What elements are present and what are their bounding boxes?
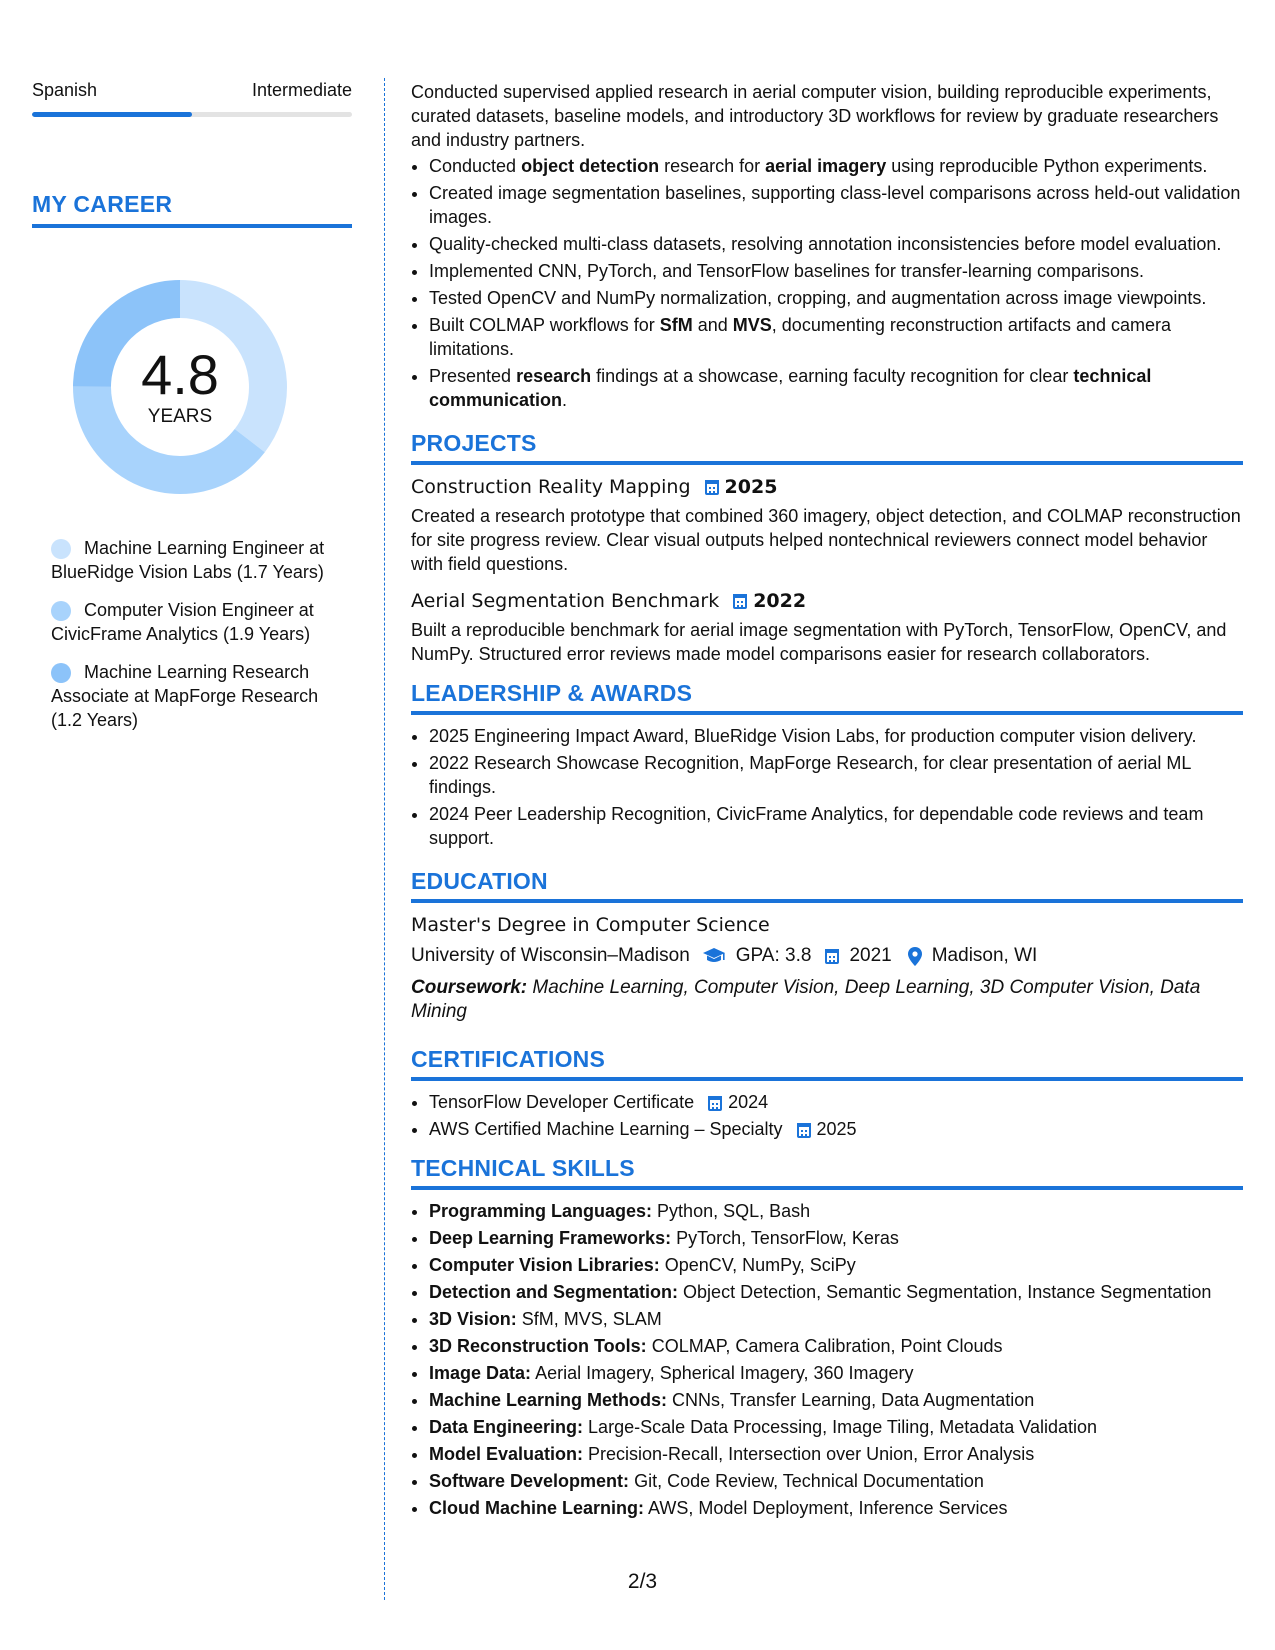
legend-color-dot bbox=[51, 601, 71, 621]
education-location: Madison, WI bbox=[931, 945, 1038, 966]
skill-label: 3D Vision: bbox=[429, 1309, 517, 1329]
language-name: Spanish bbox=[32, 80, 98, 100]
education-rule bbox=[411, 899, 1243, 903]
certification-item bbox=[429, 1090, 1243, 1114]
awards-rule bbox=[411, 711, 1243, 715]
skills-rule bbox=[411, 1186, 1243, 1190]
award-item: • 2024 Peer Leadership Recognition, CivicFrame Analytics, for dependable code reviews and team support. bbox=[429, 802, 1243, 850]
skill-value: PyTorch, TensorFlow, Keras bbox=[676, 1228, 899, 1248]
awards-list bbox=[411, 724, 1243, 850]
career-legend-item bbox=[51, 536, 326, 584]
experience-bullet-text: research for bbox=[659, 156, 766, 176]
certification-name: TensorFlow Developer Certificate bbox=[429, 1092, 695, 1112]
experience-bullet-text: . bbox=[562, 390, 568, 410]
experience-bullet-bold: MVS bbox=[732, 315, 772, 335]
career-legend-item bbox=[51, 660, 326, 732]
experience-bullet-bold: SfM bbox=[659, 315, 693, 335]
experience-bullet-text: and bbox=[692, 315, 733, 335]
main-content bbox=[411, 80, 1243, 1523]
skill-value: Object Detection, Semantic Segmentation, Instance Segmentation bbox=[683, 1282, 1212, 1302]
skill-item bbox=[429, 1388, 1243, 1412]
skill-value: CNNs, Transfer Learning, Data Augmentation bbox=[672, 1390, 1035, 1410]
experience-bullet-bold: technical communication bbox=[429, 366, 1152, 410]
experience-bullet-text: Tested OpenCV and NumPy normalization, cropping, and augmentation across image viewpoints. bbox=[429, 288, 1207, 308]
calendar-icon bbox=[825, 949, 839, 964]
experience-bullet bbox=[429, 313, 1243, 361]
skill-item bbox=[429, 1307, 1243, 1331]
skill-value: OpenCV, NumPy, SciPy bbox=[664, 1255, 856, 1275]
project-description: Created a research prototype that combined 360 imagery, object detection, and COLMAP reconstruction for site progress review. Clear visual outputs helped nontechnical reviewers connect model behavior with field questions. bbox=[411, 506, 1241, 574]
experience-bullet-text: Built COLMAP workflows for bbox=[429, 315, 660, 335]
experience-bullets bbox=[411, 154, 1243, 412]
column-divider bbox=[384, 78, 385, 1600]
skill-label: Software Development: bbox=[429, 1471, 630, 1491]
skill-label: Machine Learning Methods: bbox=[429, 1390, 668, 1410]
certifications-rule bbox=[411, 1077, 1243, 1081]
award-item: • 2025 Engineering Impact Award, BlueRidge Vision Labs, for production computer vision delivery. bbox=[429, 724, 1243, 748]
skill-item bbox=[429, 1496, 1243, 1520]
certifications-list bbox=[411, 1090, 1243, 1141]
career-donut-center bbox=[65, 272, 295, 502]
experience-bullet-text: Quality-checked multi-class datasets, resolving annotation inconsistencies before model evaluation. bbox=[429, 234, 1222, 254]
projects-title: PROJECTS bbox=[411, 430, 537, 456]
skill-item bbox=[429, 1226, 1243, 1250]
project-year: 2025 bbox=[724, 476, 778, 498]
skill-value: Precision-Recall, Intersection over Union, Error Analysis bbox=[588, 1444, 1035, 1464]
experience-bullet-text: Created image segmentation baselines, supporting class-level comparisons across held-out validation images. bbox=[429, 183, 1241, 227]
experience-bullet bbox=[429, 286, 1243, 310]
experience-bullet bbox=[429, 181, 1243, 229]
awards-title: LEADERSHIP & AWARDS bbox=[411, 680, 693, 706]
education-year: 2021 bbox=[849, 945, 892, 966]
skill-label: Programming Languages: bbox=[429, 1201, 653, 1221]
skill-item bbox=[429, 1253, 1243, 1277]
language-proficiency-bar bbox=[32, 112, 352, 117]
project-header bbox=[411, 588, 1243, 614]
skill-item bbox=[429, 1280, 1243, 1304]
projects-rule bbox=[411, 461, 1243, 465]
skill-label: Deep Learning Frameworks: bbox=[429, 1228, 672, 1248]
graduation-cap-icon bbox=[702, 947, 726, 965]
experience-bullet bbox=[429, 154, 1243, 178]
skill-label: Model Evaluation: bbox=[429, 1444, 584, 1464]
career-title: MY CAREER bbox=[32, 191, 173, 217]
certifications-title: CERTIFICATIONS bbox=[411, 1046, 606, 1072]
certification-name: AWS Certified Machine Learning – Specialty bbox=[429, 1119, 783, 1139]
education-school: University of Wisconsin–Madison bbox=[411, 945, 690, 966]
skill-item bbox=[429, 1361, 1243, 1385]
skill-label: Data Engineering: bbox=[429, 1417, 584, 1437]
certification-year: 2025 bbox=[816, 1119, 857, 1139]
calendar-icon bbox=[733, 594, 747, 609]
experience-bullet-text: Presented bbox=[429, 366, 517, 386]
skill-value: Python, SQL, Bash bbox=[657, 1201, 811, 1221]
projects-list bbox=[411, 474, 1243, 666]
coursework-list: Machine Learning, Computer Vision, Deep Learning, 3D Computer Vision, Data Mining bbox=[411, 977, 1201, 1022]
career-legend-label: Machine Learning Research Associate at MapForge Research (1.2 Years) bbox=[51, 662, 319, 730]
language-row bbox=[32, 78, 352, 102]
skill-value: SfM, MVS, SLAM bbox=[521, 1309, 662, 1329]
experience-bullet-text: , documenting reconstruction artifacts and camera limitations. bbox=[429, 315, 1171, 359]
legend-color-dot bbox=[51, 539, 71, 559]
experience-bullet-text: Conducted bbox=[429, 156, 522, 176]
skill-value: Large-Scale Data Processing, Image Tiling, Metadata Validation bbox=[588, 1417, 1097, 1437]
calendar-icon bbox=[708, 1096, 722, 1111]
career-title-rule bbox=[32, 224, 352, 228]
sidebar bbox=[32, 78, 352, 746]
experience-bullet bbox=[429, 259, 1243, 283]
calendar-icon bbox=[705, 480, 719, 495]
skill-label: Image Data: bbox=[429, 1363, 532, 1383]
certification-item bbox=[429, 1117, 1243, 1141]
career-legend-label: Computer Vision Engineer at CivicFrame Analytics (1.9 Years) bbox=[51, 600, 314, 644]
language-level: Intermediate bbox=[251, 80, 352, 100]
experience-intro: Conducted supervised applied research in aerial computer vision, building reproducible experiments, curated datasets, baseline models, and introductory 3D workflows for review by graduate researchers and industry partners. bbox=[411, 82, 1219, 150]
skill-item bbox=[429, 1442, 1243, 1466]
project-header bbox=[411, 474, 1243, 500]
experience-bullet-bold: object detection bbox=[521, 156, 660, 176]
legend-color-dot bbox=[51, 663, 71, 683]
experience-bullet bbox=[429, 364, 1243, 412]
skills-list bbox=[411, 1199, 1243, 1520]
skill-label: Cloud Machine Learning: bbox=[429, 1498, 645, 1518]
education-title: EDUCATION bbox=[411, 868, 548, 894]
skill-value: Git, Code Review, Technical Documentation bbox=[634, 1471, 984, 1491]
education-gpa: GPA: 3.8 bbox=[735, 945, 812, 966]
experience-bullet-text: Implemented CNN, PyTorch, and TensorFlow baselines for transfer-learning comparisons. bbox=[429, 261, 1144, 281]
experience-bullet-bold: aerial imagery bbox=[765, 156, 887, 176]
skill-value: AWS, Model Deployment, Inference Services bbox=[648, 1498, 1008, 1518]
career-total-unit: YEARS bbox=[147, 406, 213, 427]
skill-label: Detection and Segmentation: bbox=[429, 1282, 679, 1302]
experience-bullet-text: using reproducible Python experiments. bbox=[886, 156, 1208, 176]
education-coursework bbox=[411, 976, 1243, 1024]
location-pin-icon bbox=[908, 947, 922, 966]
skill-label: Computer Vision Libraries: bbox=[429, 1255, 660, 1275]
project-name: Construction Reality Mapping bbox=[411, 476, 691, 498]
certification-year: 2024 bbox=[728, 1092, 769, 1112]
skill-value: COLMAP, Camera Calibration, Point Clouds bbox=[651, 1336, 1003, 1356]
experience-bullet-bold: research bbox=[516, 366, 592, 386]
career-total-years: 4.8 bbox=[141, 343, 219, 406]
skill-item bbox=[429, 1415, 1243, 1439]
education-degree: Master's Degree in Computer Science bbox=[411, 914, 770, 936]
career-legend bbox=[32, 536, 352, 732]
skill-item bbox=[429, 1334, 1243, 1358]
project-description: Built a reproducible benchmark for aerial image segmentation with PyTorch, TensorFlow, OpenCV, and NumPy. Structured error reviews made model comparisons easier for research collaborators. bbox=[411, 620, 1227, 664]
skill-label: 3D Reconstruction Tools: bbox=[429, 1336, 647, 1356]
skills-title: TECHNICAL SKILLS bbox=[411, 1155, 635, 1181]
career-legend-label: Machine Learning Engineer at BlueRidge Vision Labs (1.7 Years) bbox=[51, 538, 325, 582]
skill-item bbox=[429, 1199, 1243, 1223]
coursework-label: Coursework: bbox=[411, 977, 528, 998]
skill-item bbox=[429, 1469, 1243, 1493]
education-details bbox=[411, 942, 1243, 970]
skill-value: Aerial Imagery, Spherical Imagery, 360 Imagery bbox=[535, 1363, 914, 1383]
page-number: 2/3 bbox=[627, 1570, 658, 1593]
award-item: • 2022 Research Showcase Recognition, MapForge Research, for clear presentation of aerial ML findings. bbox=[429, 751, 1243, 799]
language-proficiency-fill bbox=[32, 112, 192, 117]
project-year: 2022 bbox=[753, 590, 807, 612]
career-donut-chart bbox=[65, 272, 295, 502]
experience-bullet-text: findings at a showcase, earning faculty recognition for clear bbox=[591, 366, 1074, 386]
career-legend-item bbox=[51, 598, 326, 646]
experience-bullet bbox=[429, 232, 1243, 256]
calendar-icon bbox=[797, 1123, 811, 1138]
project-name: Aerial Segmentation Benchmark bbox=[411, 590, 720, 612]
